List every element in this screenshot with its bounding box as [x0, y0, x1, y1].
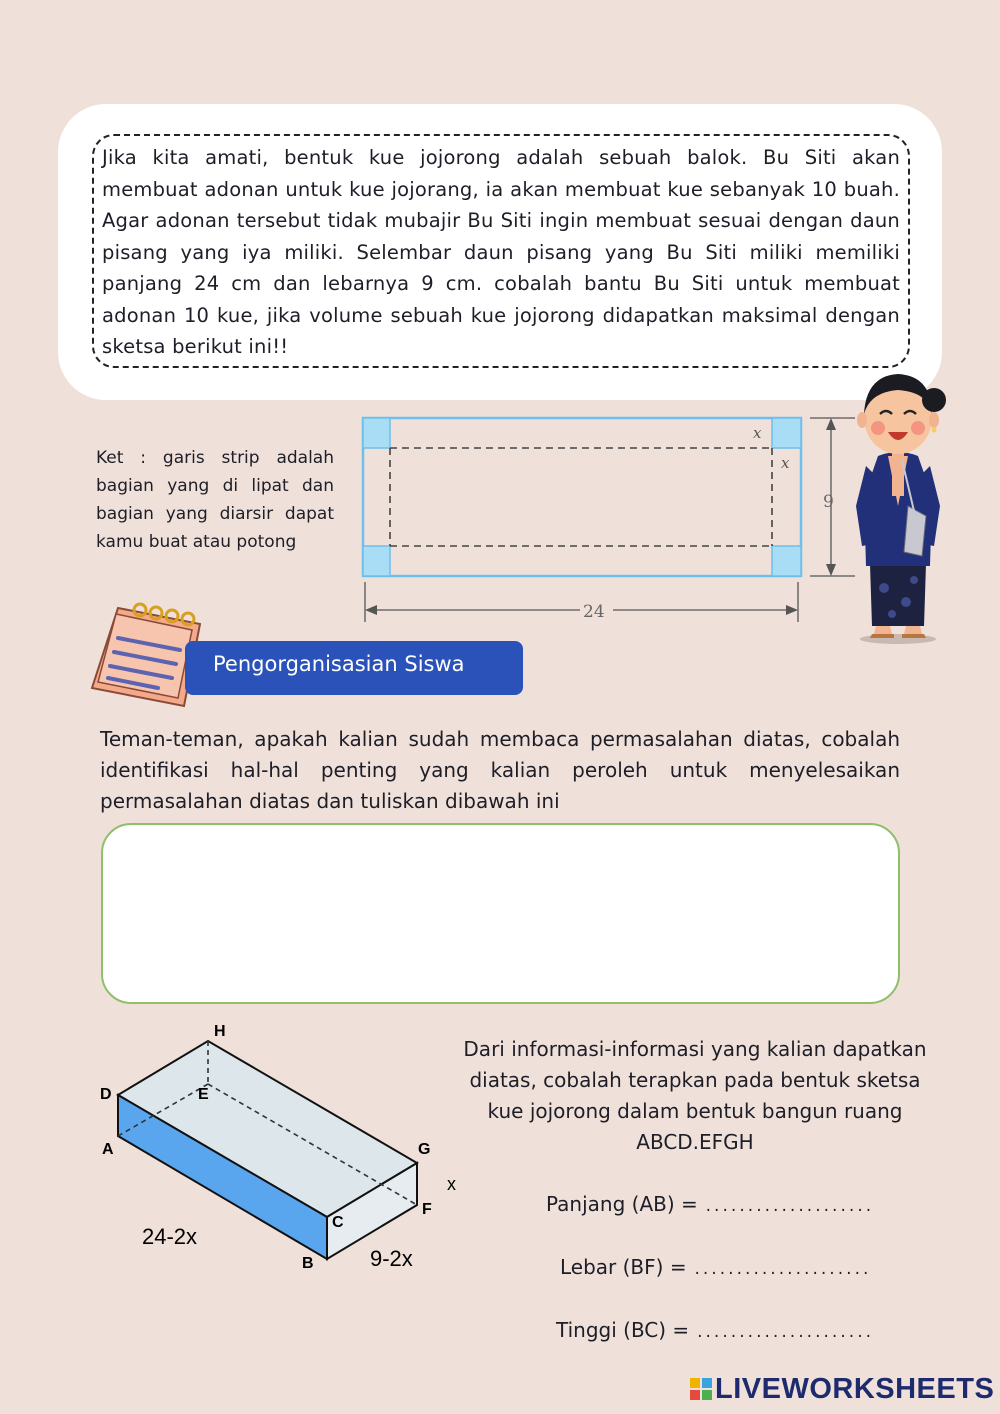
lebar-field-row: [560, 1255, 870, 1279]
vertex-d: D: [100, 1086, 112, 1103]
diagram-note: Ket : garis strip adalah bagian yang di lipat dan bagian yang diarsir dapat kamu buat atau potong: [96, 448, 334, 552]
vertex-f: F: [422, 1201, 432, 1218]
vertex-b: B: [302, 1255, 314, 1272]
tinggi-label: Tinggi (BC) =: [556, 1318, 696, 1342]
corner-label-x-top: x: [753, 424, 762, 442]
teacher-illustration: [848, 356, 948, 646]
panjang-input[interactable]: ....................: [704, 1199, 873, 1215]
intro-dashed-box: [92, 134, 910, 368]
width-label: 24: [583, 602, 605, 622]
vertex-c: C: [332, 1214, 344, 1231]
lebar-input[interactable]: .....................: [692, 1262, 870, 1278]
vertex-h: H: [214, 1023, 226, 1040]
length-label: 24-2x: [142, 1224, 198, 1249]
panjang-label: Panjang (AB) =: [546, 1192, 705, 1216]
sheet-outline: [363, 418, 801, 576]
banana-leaf-sketch: [355, 410, 834, 625]
liveworksheets-logo: [690, 1373, 994, 1406]
panjang-field-row: [546, 1192, 873, 1216]
corner-cut-bottom-right: [772, 546, 801, 576]
section-title: Pengorganisasian Siswa: [213, 652, 465, 676]
height-label: 9: [823, 492, 834, 512]
tinggi-field-row: [556, 1318, 873, 1342]
liveworksheets-logo-icon: [690, 1378, 712, 1402]
cuboid-sketch: [92, 1014, 472, 1282]
tinggi-input[interactable]: .....................: [695, 1325, 873, 1341]
corner-label-x-side: x: [781, 454, 790, 472]
vertex-g: G: [418, 1141, 431, 1158]
liveworksheets-brand: LIVEWORKSHEETS: [715, 1373, 995, 1405]
corner-cut-top-right: [772, 418, 801, 448]
identification-prompt: Teman-teman, apakah kalian sudah membaca permasalahan diatas, cobalah identifikasi hal-hal penting yang kalian peroleh untuk menyelesaikan permasalahan diatas dan tuliskan dibawah ini: [100, 727, 900, 813]
height-label: x: [447, 1174, 456, 1194]
answer-textbox[interactable]: [101, 823, 900, 1004]
section-header: [185, 641, 523, 695]
corner-cut-top-left: [363, 418, 390, 448]
width-label: 9-2x: [370, 1246, 413, 1271]
lebar-label: Lebar (BF) =: [560, 1255, 693, 1279]
apply-instruction: Dari informasi-informasi yang kalian dapatkan diatas, cobalah terapkan pada bentuk sketsa kue jojorong dalam bentuk bangun ruang ABCD.EFGH: [463, 1037, 927, 1154]
intro-paragraph: Jika kita amati, bentuk kue jojorong adalah sebuah balok. Bu Siti akan membuat adonan untuk kue jojorang, ia akan membuat kue sebanyak 10 buah. Agar adonan tersebut tidak mubajir Bu Siti ingin membuat sesuai dengan daun pisang yang iya miliki. Selembar daun pisang yang Bu Siti miliki memiliki panjang 24 cm dan lebarnya 9 cm. cobalah bantu Bu Siti untuk membuat adonan 10 kue, jika volume sebuah kue jojorong didapatkan maksimal dengan sketsa berikut ini!!: [102, 146, 900, 358]
vertex-a: A: [102, 1141, 114, 1158]
corner-cut-bottom-left: [363, 546, 390, 576]
vertex-e: E: [198, 1086, 209, 1103]
